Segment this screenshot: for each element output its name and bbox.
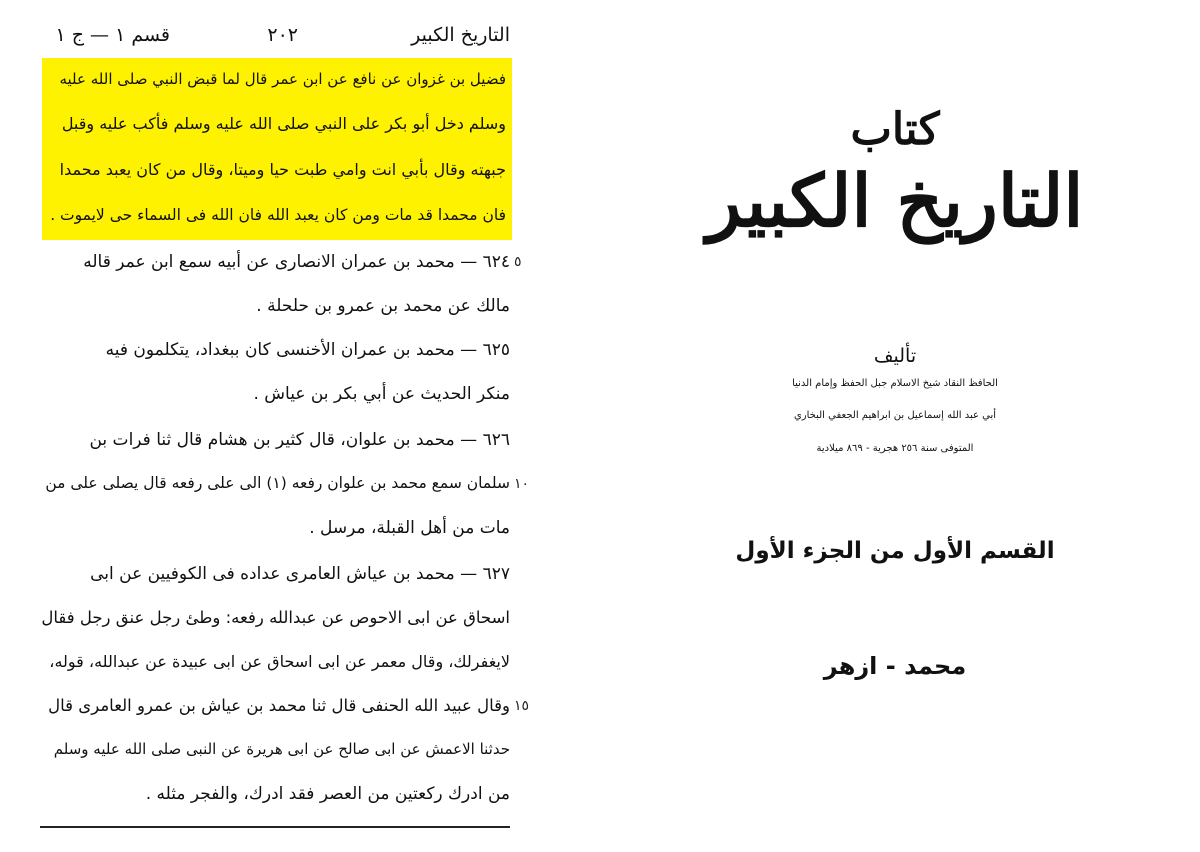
- right-page-title: [590, 0, 1200, 852]
- body-line: اسحاق عن ابى الاحوص عن عبدالله رفعه: وطئ رجل عنق رجل فقال: [41, 608, 510, 627]
- body-line: من ادرك ركعتين من العصر فقد ادرك، والفجر مثله .: [145, 784, 510, 804]
- publisher-name: محمد - ازهر: [823, 652, 967, 680]
- section-label: القسم الأول من الجزء الأول: [735, 538, 1055, 564]
- left-page: [0, 0, 560, 852]
- margin-line-number: ٥: [514, 254, 522, 270]
- highlight-line: فضيل بن غزوان عن نافع عن ابن عمر قال لما قبض النبي صلى الله عليه: [59, 70, 506, 88]
- body-line: وقال عبيد الله الحنفى قال ثنا محمد بن عياش بن عمرو العامرى قال: [48, 696, 510, 715]
- body-text: [40, 252, 510, 822]
- talif-label: تأليف: [873, 345, 917, 367]
- part-label: قسم ١ — ج ١: [55, 24, 170, 46]
- highlight-line: وسلم دخل أبو بكر على النبي صلى الله عليه وسلم فأكب عليه وقبل: [61, 114, 506, 133]
- highlight-line: جبهته وقال بأبي انت وامي طبت حيا وميتا، وقال من كان يعبد محمدا: [59, 160, 506, 179]
- page-number: ٢٠٢: [267, 24, 298, 46]
- book-title: التاريخ الكبير: [706, 158, 1084, 243]
- entry-627-line: ٦٢٧ — محمد بن عياش العامرى عداده فى الكوفيين عن ابى: [90, 564, 510, 584]
- entry-626-line: ٦٢٦ — محمد بن علوان، قال كثير بن هشام قال ثنا فرات بن: [89, 430, 510, 450]
- author-line: الحافظ النقاد شيخ الاسلام جبل الحفظ وإمام الدنيا: [792, 378, 998, 389]
- body-line: لايغفرلك، وقال معمر عن ابى اسحاق عن ابى عبيدة عن عبدالله، قوله،: [49, 652, 510, 671]
- running-header-title: التاريخ الكبير: [411, 24, 510, 46]
- highlight-line: فان محمدا قد مات ومن كان يعبد الله فان الله فى السماء حى لايموت .: [50, 206, 506, 224]
- author-line: المتوفى سنة ٢٥٦ هجرية - ٨٦٩ ميلادية: [816, 443, 974, 454]
- author-line: أبي عبد الله إسماعيل بن ابراهيم الجعفي البخاري: [793, 410, 997, 421]
- highlighted-text: [50, 70, 506, 240]
- entry-625-line: ٦٢٥ — محمد بن عمران الأخنسى كان ببغداد، يتكلمون فيه: [105, 340, 510, 360]
- margin-line-number: ١٠: [514, 476, 530, 492]
- footnote-rule: [40, 826, 510, 828]
- body-line: مات من أهل القبلة، مرسل .: [309, 518, 510, 538]
- running-header: [40, 24, 510, 52]
- kitab-heading: كتاب: [850, 104, 940, 155]
- margin-line-number: ١٥: [514, 698, 530, 714]
- body-line: حدثنا الاعمش عن ابى صالح عن ابى هريرة عن النبى صلى الله عليه وسلم: [53, 740, 510, 758]
- body-line: مالك عن محمد بن عمرو بن حلحلة .: [256, 296, 510, 316]
- body-line: منكر الحديث عن أبي بكر بن عياش .: [253, 384, 510, 404]
- entry-624-line: ٦٢٤ — محمد بن عمران الانصارى عن أبيه سمع ابن عمر قاله: [83, 252, 510, 272]
- body-line: سلمان سمع محمد بن علوان رفعه (١) الى على رفعه قال يصلى على من: [45, 474, 510, 492]
